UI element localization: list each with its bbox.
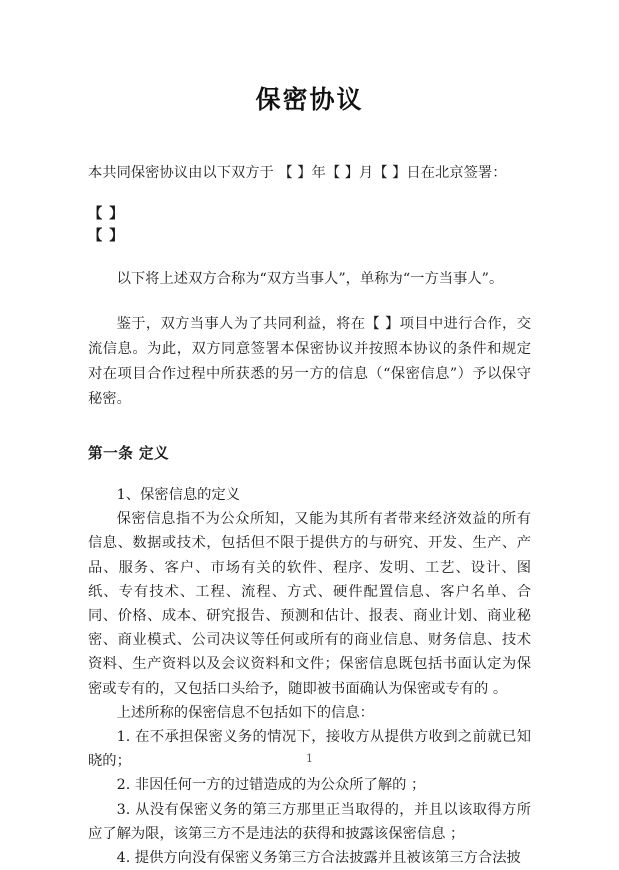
article-one-heading: 第一条 定义 [88,445,170,463]
party-list [88,186,531,247]
page-number: 1 [306,752,313,765]
list-item: 1. 在不承担保密义务的情况下，接收方从提供方收到之前就已知晓的； [88,729,531,770]
party-a-placeholder: 【 】 [88,206,125,223]
article-one-subheading: 1、保密信息的定义 [116,487,241,504]
exclusions-intro: 上述所称的保密信息不包括如下的信息： [116,704,374,721]
list-item: 4. 提供方向没有保密义务第三方合法披露并且被该第三方合法披 [116,850,521,867]
party-b-placeholder: 【 】 [88,228,125,245]
confidential-information-definition: 保密信息指不为公众所知，又能为其所有者带来经济效益的所有信息、数据或技术，包括但不限于提供方的与研究、开发、生产、产品、服务、客户、市场有关的软件、程序、发明、工艺、设计、图纸、专有技术、工程、流程、方式、硬件配置信息、客户名单、合同、价格、成本、研究报告、预测和估计、报表、商业计划、商业秘密、商业模式、公司决议等任何或所有的商业信息、财务信息、技术资料、生产资料以及会议资料和文件；保密信息既包括书面认定为保密或专有的，又包括口头给予，随即被书面确认为保密或专有的 。 [88,511,531,697]
recital-paragraph: 鉴于，双方当事人为了共同利益，将在【 】项目中进行合作，交流信息。为此，双方同意签署本保密协议并按照本协议的条件和规定对在项目合作过程中所获悉的另一方的信息（“保密信息”）予以保守秘密。 [88,316,531,408]
exclusions-list [88,725,531,870]
list-item: 2. 非因任何一方的过错造成的为公众所了解的 ； [116,777,426,794]
document-body [88,0,531,870]
parties-definition-paragraph: 以下将上述双方合称为“双方当事人”，单称为“一方当事人”。 [116,271,504,288]
signature-line: 本共同保密协议由以下双方于 【 】年【 】月【 】日在北京签署： [88,165,507,182]
page-title: 保密协议 [255,85,364,114]
list-item: 3. 从没有保密义务的第三方那里正当取得的，并且以该取得方所应了解为限，该第三方不是违法的获得和披露该保密信息 ； [88,801,531,842]
